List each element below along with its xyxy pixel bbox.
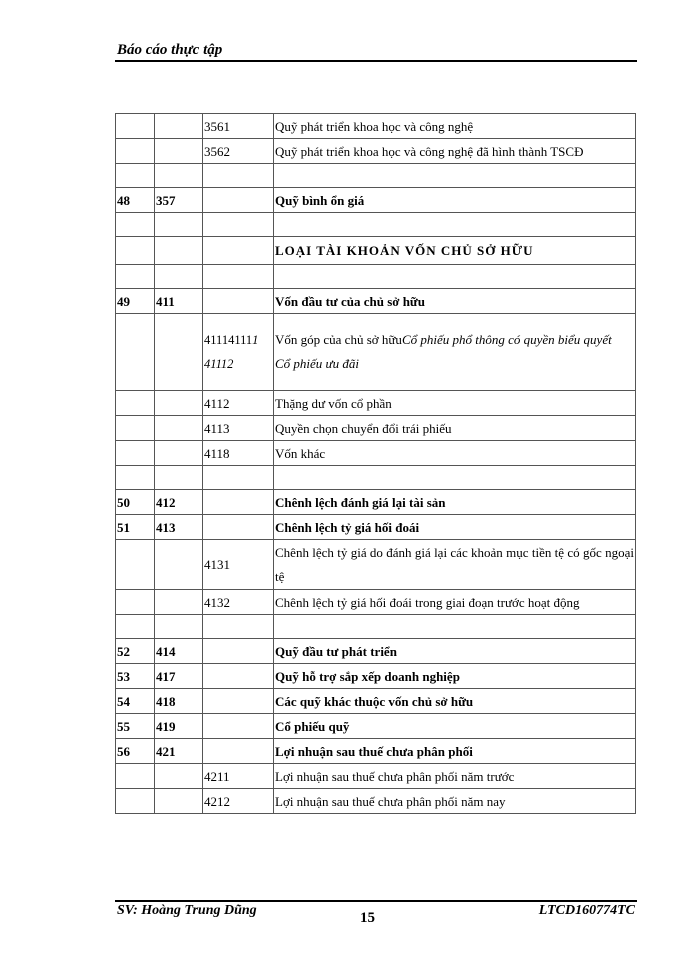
cell-name: Lợi nhuận sau thuế chưa phân phối — [274, 739, 636, 764]
table-row-section — [116, 237, 636, 265]
cell-name: Quỹ bình ổn giá — [274, 188, 636, 213]
cell-account: 421 — [155, 739, 203, 764]
table-row — [116, 639, 636, 664]
cell-no: 56 — [116, 739, 155, 764]
sub-code-c: 41112 — [204, 357, 234, 371]
cell-empty — [116, 164, 155, 188]
table-row — [116, 289, 636, 314]
section-title: LOẠI TÀI KHOẢN VỐN CHỦ SỞ HỮU — [274, 237, 636, 265]
table-row — [116, 664, 636, 689]
cell-no: 53 — [116, 664, 155, 689]
cell-name: Quỹ phát triển khoa học và công nghệ đã hình thành TSCĐ — [274, 139, 636, 164]
cell-no: 51 — [116, 515, 155, 540]
cell-sub — [203, 188, 274, 213]
cell-name: Quyền chọn chuyển đổi trái phiếu — [274, 416, 636, 441]
header-title: Báo cáo thực tập — [117, 42, 223, 58]
table-row — [116, 314, 636, 391]
cell-no — [116, 441, 155, 466]
name-a: Vốn góp của chủ sở hữu — [275, 332, 402, 347]
table-row — [116, 714, 636, 739]
cell-account: 411 — [155, 289, 203, 314]
cell-sub — [203, 490, 274, 515]
table-row — [116, 789, 636, 814]
table-row-empty — [116, 615, 636, 639]
cell-sub — [203, 515, 274, 540]
cell-empty — [203, 615, 274, 639]
cell-empty — [203, 265, 274, 289]
cell-no — [116, 590, 155, 615]
cell-sub — [203, 689, 274, 714]
cell-sub: 3561 — [203, 114, 274, 139]
cell-name — [274, 314, 636, 391]
cell-account — [155, 789, 203, 814]
cell-no — [116, 540, 155, 590]
cell-empty — [116, 615, 155, 639]
cell-empty — [116, 466, 155, 490]
sub-code-a: 41114111 — [204, 333, 253, 347]
cell-name: Chênh lệch tỷ giá hối đoái trong giai đoạn trước hoạt động — [274, 590, 636, 615]
cell-sub: 4113 — [203, 416, 274, 441]
cell-sub — [203, 664, 274, 689]
table-row — [116, 188, 636, 213]
table-row-empty — [116, 164, 636, 188]
cell-sub — [203, 639, 274, 664]
cell-empty — [274, 213, 636, 237]
sub-code-b: 1 — [252, 333, 259, 347]
cell-empty — [155, 213, 203, 237]
name-b: Cổ phiếu phổ thông có quyền biểu quyết — [401, 332, 612, 347]
table-row — [116, 416, 636, 441]
cell-no: 48 — [116, 188, 155, 213]
cell-empty — [155, 265, 203, 289]
cell-account — [155, 139, 203, 164]
cell-sub: 4212 — [203, 789, 274, 814]
cell-account: 414 — [155, 639, 203, 664]
cell-no: 54 — [116, 689, 155, 714]
table-row — [116, 540, 636, 590]
cell-sub: 4132 — [203, 590, 274, 615]
table-row — [116, 441, 636, 466]
page-number: 15 — [360, 910, 375, 926]
cell-name: Vốn đầu tư của chủ sở hữu — [274, 289, 636, 314]
footer-rule — [115, 900, 637, 902]
cell-no — [116, 314, 155, 391]
cell-empty — [116, 237, 155, 265]
table-row — [116, 739, 636, 764]
cell-empty — [203, 237, 274, 265]
cell-account — [155, 540, 203, 590]
cell-no — [116, 139, 155, 164]
cell-sub — [203, 739, 274, 764]
cell-name: Thặng dư vốn cổ phần — [274, 391, 636, 416]
cell-no: 50 — [116, 490, 155, 515]
cell-account: 413 — [155, 515, 203, 540]
cell-account — [155, 764, 203, 789]
cell-no — [116, 764, 155, 789]
cell-empty — [203, 164, 274, 188]
cell-empty — [155, 615, 203, 639]
cell-empty — [274, 265, 636, 289]
table-row-empty — [116, 466, 636, 490]
cell-empty — [203, 466, 274, 490]
cell-name: Quỹ hỗ trợ sắp xếp doanh nghiệp — [274, 664, 636, 689]
cell-name: Cổ phiếu quỹ — [274, 714, 636, 739]
cell-account — [155, 441, 203, 466]
cell-sub: 4112 — [203, 391, 274, 416]
cell-empty — [155, 237, 203, 265]
footer-student: SV: Hoàng Trung Dũng — [117, 903, 257, 918]
cell-account — [155, 416, 203, 441]
cell-account: 412 — [155, 490, 203, 515]
table-row — [116, 590, 636, 615]
table-row — [116, 139, 636, 164]
header-rule — [115, 60, 637, 62]
cell-no — [116, 114, 155, 139]
cell-empty — [155, 164, 203, 188]
cell-empty — [116, 265, 155, 289]
cell-account — [155, 391, 203, 416]
table-row — [116, 515, 636, 540]
cell-account: 419 — [155, 714, 203, 739]
cell-sub — [203, 289, 274, 314]
cell-empty — [274, 615, 636, 639]
cell-sub: 4131 — [203, 540, 274, 590]
cell-empty — [203, 213, 274, 237]
cell-account — [155, 590, 203, 615]
cell-empty — [274, 466, 636, 490]
cell-account — [155, 314, 203, 391]
cell-no — [116, 789, 155, 814]
cell-no: 55 — [116, 714, 155, 739]
cell-no: 49 — [116, 289, 155, 314]
footer-code: LTCD160774TC — [538, 903, 635, 918]
accounts-table — [115, 113, 636, 814]
name-c: Cổ phiếu ưu đãi — [275, 356, 360, 371]
cell-sub: 4211 — [203, 764, 274, 789]
cell-account: 418 — [155, 689, 203, 714]
table-row — [116, 114, 636, 139]
cell-name: Quỹ đầu tư phát triển — [274, 639, 636, 664]
cell-empty — [116, 213, 155, 237]
cell-sub — [203, 314, 274, 391]
cell-name: Chênh lệch tỷ giá do đánh giá lại các khoản mục tiền tệ có gốc ngoại tệ — [274, 540, 636, 590]
table-row — [116, 391, 636, 416]
cell-account: 357 — [155, 188, 203, 213]
cell-name: Lợi nhuận sau thuế chưa phân phối năm nay — [274, 789, 636, 814]
cell-sub — [203, 714, 274, 739]
cell-name: Lợi nhuận sau thuế chưa phân phối năm trước — [274, 764, 636, 789]
table-row-empty — [116, 265, 636, 289]
cell-empty — [274, 164, 636, 188]
cell-name: Chênh lệch tỷ giá hối đoái — [274, 515, 636, 540]
cell-no — [116, 391, 155, 416]
table-row — [116, 764, 636, 789]
cell-name: Chênh lệch đánh giá lại tài sản — [274, 490, 636, 515]
cell-no — [116, 416, 155, 441]
cell-sub: 3562 — [203, 139, 274, 164]
table-row — [116, 689, 636, 714]
table-row-empty — [116, 213, 636, 237]
cell-account — [155, 114, 203, 139]
cell-no: 52 — [116, 639, 155, 664]
cell-name: Các quỹ khác thuộc vốn chủ sở hữu — [274, 689, 636, 714]
cell-name: Vốn khác — [274, 441, 636, 466]
cell-empty — [155, 466, 203, 490]
table-row — [116, 490, 636, 515]
cell-name: Quỹ phát triển khoa học và công nghệ — [274, 114, 636, 139]
cell-sub: 4118 — [203, 441, 274, 466]
cell-account: 417 — [155, 664, 203, 689]
